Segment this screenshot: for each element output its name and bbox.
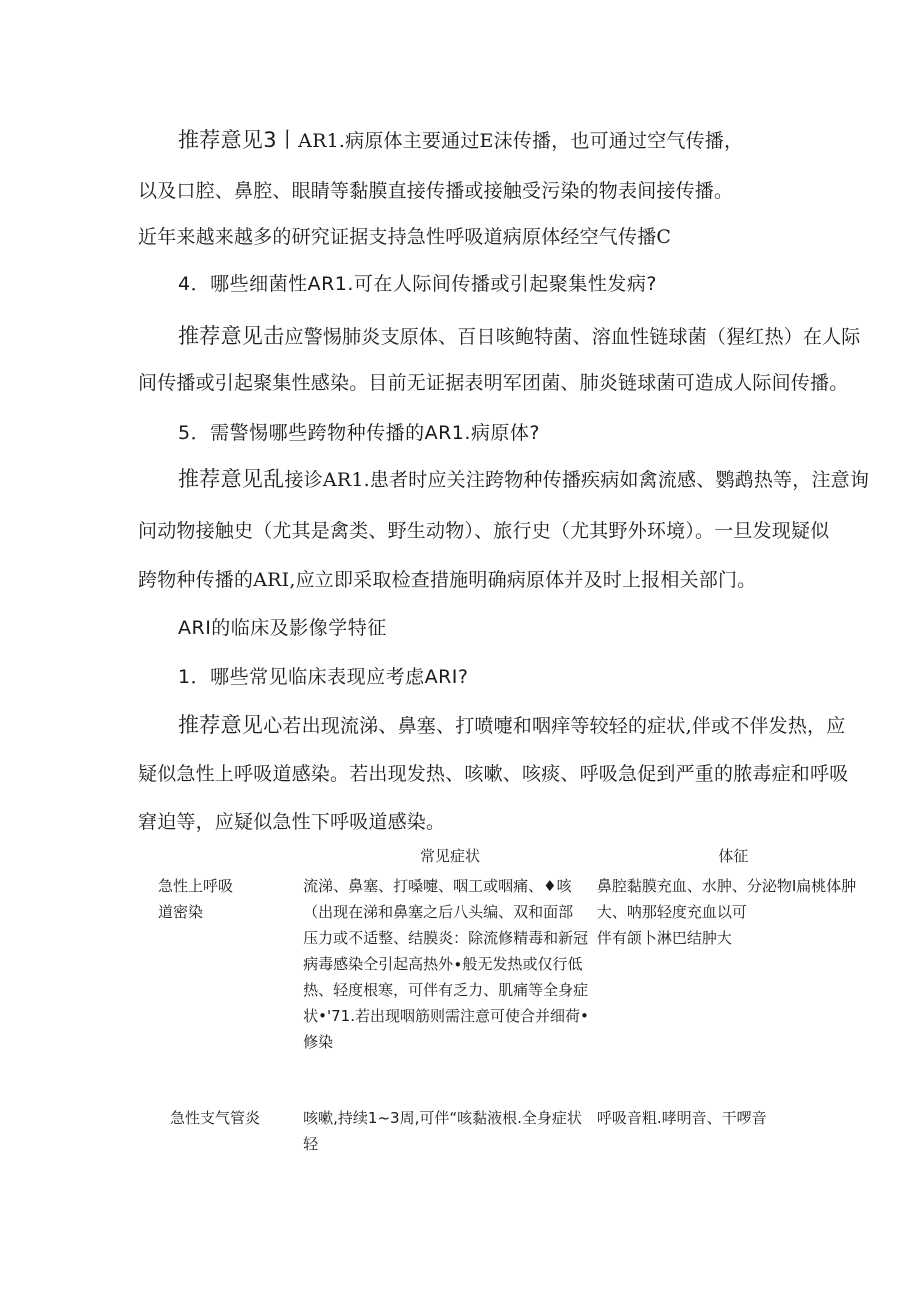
symptoms-cell	[303, 871, 597, 1093]
rec4-lead: 推荐意见击	[178, 324, 285, 348]
symptom-line: 轻	[303, 1135, 319, 1153]
rec3-lead: 推荐意见3丨	[178, 128, 299, 152]
signs-cell	[597, 871, 870, 1093]
symptom-line: 咳嗽,持续1~3周,可伴“咳黏液根.全身症状	[303, 1109, 582, 1127]
sign-line: 呼吸音粗.哮明音、干啰音	[596, 1109, 767, 1127]
sign-line: 伴有颌卜淋巴结肿大	[596, 929, 732, 947]
rec4-line1	[178, 323, 885, 350]
rec3-line1	[178, 127, 743, 154]
symptoms-table	[150, 843, 870, 1157]
question-5: 5．需警惕哪些跨物种传播的AR1.病原体?	[178, 422, 541, 444]
question-1: 1．哪些常见临床表现应考虑ARI?	[178, 666, 469, 688]
header-condition	[150, 843, 303, 871]
table-row	[150, 871, 870, 1093]
rec1-line1-text: 心若出现流涕、鼻塞、打喷嚏和咽痒等较轻的症状,伴或不伴发热，应	[263, 715, 846, 737]
rec3-line3: 近年来越来越多的研究证据支持急性呼吸道病原体经空气传播C	[138, 226, 672, 248]
condition-cell	[150, 871, 303, 1093]
rec5-line1	[178, 466, 869, 493]
symptom-line: （出现在涕和鼻塞之后八头编、双和面部	[303, 903, 574, 921]
rec1-lead: 推荐意见	[178, 713, 264, 737]
symptom-line: 状•'71.若出现咽筋则需注意可使合并细荷•	[303, 1007, 589, 1025]
sign-line: 鼻腔黏膜充血、水肿、分泌物Ⅰ扁桃体肿	[596, 877, 857, 895]
rec5-line3: 跨物种传播的ARI,应立即采取检查措施明确病原体并及时上报相关部门。	[138, 569, 757, 591]
condition-line: 急性支气管炎	[170, 1109, 261, 1127]
symptom-line: 修染	[303, 1033, 334, 1051]
rec3-line1-text: AR1.病原体主要通过E沫传播，也可通过空气传播，	[298, 130, 744, 152]
header-signs: 体征	[718, 847, 749, 865]
question-4: 4．哪些细菌性AR1.可在人际间传播或引起聚集性发病?	[178, 273, 658, 295]
rec4-line2: 间传播或引起聚集性感染。目前无证据表明军团菌、肺炎链球菌可造成人际间传播。	[138, 372, 849, 394]
rec5-line1-text: 接诊AR1.患者时应关注跨物种传播疾病如禽流感、鹦鹉热等，注意询	[284, 469, 870, 491]
rec1-line2: 疑似急性上呼吸道感染。若出现发热、咳嗽、咳痰、呼吸急促到严重的脓毒症和呼吸	[138, 763, 849, 785]
condition-line: 急性上呼吸	[158, 877, 234, 895]
section-heading: ARI的临床及影像学特征	[178, 617, 387, 639]
symptom-line: 压力或不适整、结膜炎：除流修精毒和新冠	[303, 929, 589, 947]
table-row	[150, 1093, 870, 1157]
rec4-line1-text: 应警惕肺炎支原体、百日咳鲍特菌、溶血性链球菌（猩红热）在人际	[284, 326, 861, 348]
rec5-lead: 推荐意见乱	[178, 467, 285, 491]
symptom-line: 流涕、鼻塞、打嗓嚏、咽工或咽痛、♦咳	[303, 877, 572, 895]
symptoms-cell	[303, 1093, 597, 1157]
condition-cell	[150, 1093, 303, 1157]
table-header-row	[150, 843, 870, 871]
rec1-line3: 窘迫等，应疑似急性下呼吸道感染。	[138, 811, 446, 833]
signs-cell	[597, 1093, 870, 1157]
condition-line: 道密染	[158, 903, 204, 921]
symptom-line: 病毒感染仝引起高热外∙般无发热或仅行低	[303, 955, 583, 973]
sign-line: 大、呐那轻度充血以可	[596, 903, 747, 921]
rec1-line1	[178, 712, 845, 739]
rec3-line2: 以及口腔、鼻腔、眼睛等黏膜直接传播或接触受污染的物表间接传播。	[138, 180, 734, 202]
header-symptoms: 常见症状	[420, 847, 481, 865]
rec5-line2: 问动物接触史（尤其是禽类、野生动物）、旅行史（尤其野外环境）。一旦发现疑似	[138, 520, 830, 542]
symptom-line: 热、轻度根寒，可伴有乏力、肌痛等全身症	[303, 981, 589, 999]
